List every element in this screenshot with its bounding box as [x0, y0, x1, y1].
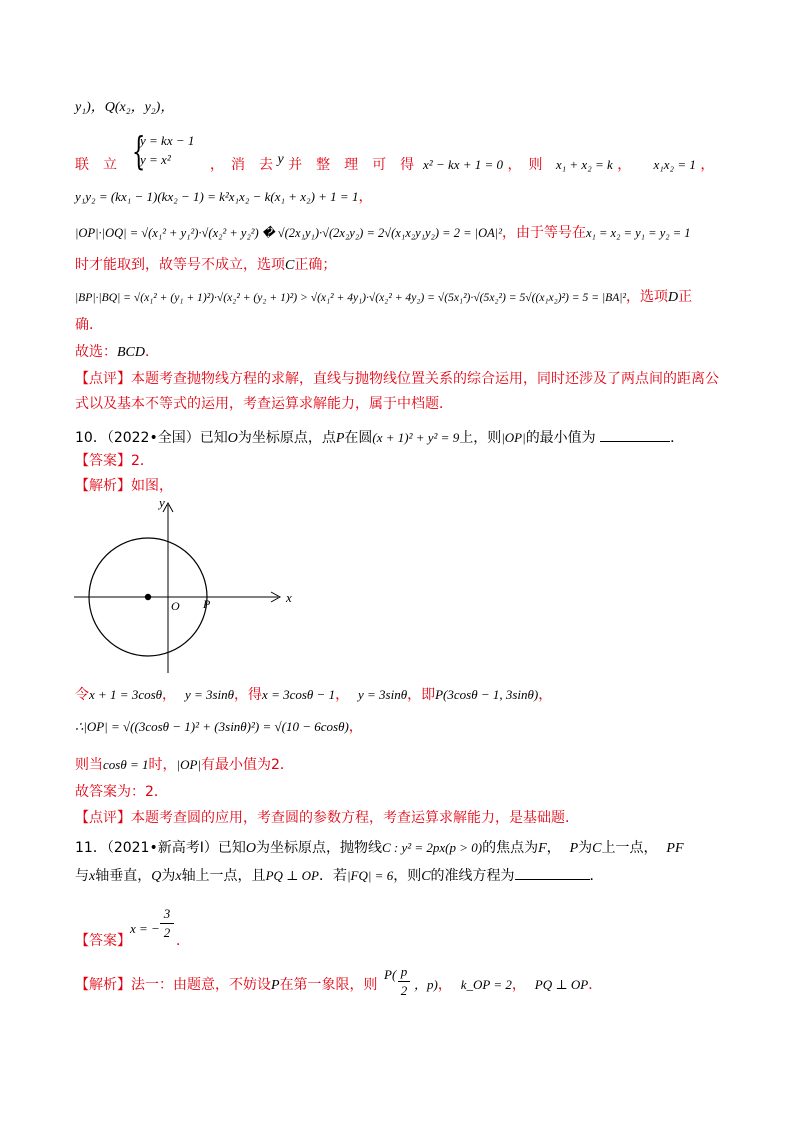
math-var: O	[227, 431, 238, 446]
text-line	[75, 187, 372, 207]
circle-figure	[68, 495, 298, 675]
text: 有最小值为2．	[200, 757, 294, 773]
solution-line: 故答案为：2．	[75, 784, 168, 800]
text-line	[75, 155, 117, 175]
fraction-denominator: 2	[400, 983, 408, 998]
text: 的准线方程为	[430, 868, 515, 884]
answer-blank	[600, 427, 670, 442]
text: ，由于等号在	[501, 225, 586, 241]
text: 轴上一点，且	[181, 868, 266, 884]
text: 时，	[148, 757, 177, 773]
math-expression: |BP|·|BQ| = √(x₁² + (y₁ + 1)²)·√(x₂² + (y₂ + 1)²) > √(x₁² + 4y₁)·√(x₂² + 4y₂) = √(5x₁²)·√(5x₂²) = 5√((x₁x₂)²) = 5 = |BA|²	[75, 291, 626, 304]
math-expression: PQ ⊥ OP	[534, 977, 589, 992]
text-line	[75, 223, 691, 243]
left-brace-icon: {	[132, 129, 146, 173]
math-var: Q	[151, 869, 162, 884]
fraction-denominator: 2	[163, 925, 171, 940]
math-expression: |OP|	[176, 757, 201, 772]
math-expression: cosθ = 1	[103, 757, 149, 772]
text: ，	[700, 157, 715, 173]
text: 正确；	[294, 257, 337, 273]
text: 【答案】	[75, 933, 131, 949]
text: ，	[358, 189, 373, 205]
text: 令	[75, 687, 89, 703]
answer-line	[75, 931, 131, 951]
text: ，	[546, 840, 561, 856]
math-var: D	[667, 290, 679, 305]
math-expression: y₁)，Q(x₂，y₂)，	[75, 100, 175, 115]
text: ．若	[318, 868, 347, 884]
text: ，则	[393, 868, 422, 884]
math-var: BCD	[117, 345, 145, 360]
comment-text: 【点评】本题考查抛物线方程的求解，直线与抛物线位置关系的综合运用，同时还涉及了两点间的距离公	[75, 371, 719, 387]
text: ，	[538, 687, 553, 703]
text: 时才能取到，故等号不成立，选项	[75, 257, 285, 273]
text: 为	[578, 840, 593, 856]
text: ，即	[407, 687, 436, 703]
math-expression: ，p)	[414, 977, 438, 992]
text: 与	[75, 868, 89, 884]
answer-blank	[515, 865, 590, 880]
text-line: 确．	[75, 317, 103, 333]
math-var: P	[271, 978, 280, 993]
math-expression: y₁y₂ = (kx₁ − 1)(kx₂ − 1) = k²x₁x₂ − k(x₁ + x₂) + 1 = 1	[75, 189, 359, 204]
text: ．	[588, 977, 603, 993]
equation-system-row: y = x²	[140, 152, 171, 167]
text: ．	[176, 933, 190, 949]
math-var: C	[421, 869, 431, 884]
math-var: PF	[666, 841, 684, 856]
origin-label: O	[171, 599, 180, 613]
text: ．	[670, 430, 685, 446]
math-var: x	[89, 869, 96, 884]
math-expression: (x + 1)² + y² = 9	[372, 430, 460, 445]
text: ， 消 去	[210, 157, 273, 173]
text: 的焦点为	[482, 840, 539, 856]
text-line	[75, 342, 159, 363]
math-expression: C : y² = 2px(p > 0)	[381, 840, 483, 855]
text: ， 则	[507, 157, 543, 173]
math-expression: x² − kx + 1 = 0	[423, 157, 504, 172]
comment-text: 【点评】本题考查圆的应用，考查圆的参数方程，考查运算求解能力，是基础题．	[75, 810, 579, 826]
text: 在圆	[344, 430, 373, 446]
text-line	[414, 975, 602, 995]
question-10	[75, 427, 684, 449]
text: ，得	[234, 687, 263, 703]
math-var: x	[175, 869, 182, 884]
text-line	[75, 717, 363, 737]
center-point	[145, 594, 151, 600]
math-expression: PQ ⊥ OP	[265, 868, 319, 883]
math-expression: x₁x₂ = 1	[653, 157, 696, 172]
math-expression: |FQ| = 6	[346, 868, 394, 883]
math-var: C	[592, 841, 602, 856]
text: 【解析】法一：由题意，不妨设	[75, 977, 271, 993]
text: 则当	[75, 757, 103, 773]
math-expression: P(	[384, 967, 397, 982]
text: ，	[511, 977, 526, 993]
text-line	[210, 152, 715, 176]
text-line	[75, 755, 294, 775]
math-var: C	[285, 258, 295, 273]
math-var: y	[277, 152, 284, 167]
text: ，	[335, 687, 350, 703]
text-line	[75, 685, 552, 705]
text: 在第一象限，则	[279, 977, 378, 993]
question-11-cont	[75, 865, 604, 887]
text: 正	[678, 289, 693, 305]
text: 的最小值为	[525, 430, 596, 446]
text: 上一点，	[601, 840, 658, 856]
math-var: O	[245, 841, 256, 856]
text: 为坐标原点，点	[237, 430, 336, 446]
text: ，	[617, 157, 632, 173]
math-expression: y = 3sinθ	[184, 687, 235, 702]
text: 11．（2021•新高考Ⅰ）已知	[75, 840, 246, 856]
text: 并 整 理 可 得	[288, 157, 415, 173]
fraction	[398, 964, 410, 999]
text: ，	[348, 719, 363, 735]
text-line	[75, 287, 692, 308]
math-expression: x = −	[130, 921, 160, 936]
fraction-bar	[160, 923, 174, 924]
text: ，选项	[625, 289, 668, 305]
text: ．	[145, 344, 159, 360]
text: 故选：	[75, 344, 117, 360]
text: 联 立	[75, 157, 117, 173]
math-expression: x + 1 = 3cosθ	[89, 687, 163, 702]
text-line	[75, 97, 174, 118]
fraction	[160, 906, 174, 941]
text: 10．（2022•全国）已知	[75, 430, 228, 446]
text: 上，则	[459, 430, 502, 446]
math-expression: |OP|·|OQ| = √(x₁² + y₁²)·√(x₂² + y₂²) � √(2x₁y₁)·√(2x₂y₂) = 2√(x₁x₂y₁y₂) = 2 = |OA|²	[75, 226, 502, 240]
math-expression: P(3cosθ − 1, 3sinθ)	[435, 687, 539, 702]
math-expression: |OP|	[501, 430, 526, 445]
math-expression: x₁ = x₂ = y₁ = y₂ = 1	[585, 226, 691, 240]
math-expression: x₁ + x₂ = k	[555, 157, 613, 172]
equation-system-row: y = kx − 1	[140, 133, 195, 148]
fraction-numerator: 3	[163, 906, 171, 921]
fraction-bar	[398, 981, 410, 982]
math-var: P	[335, 431, 345, 446]
point-p-label: P	[203, 597, 211, 611]
math-var: F	[538, 841, 547, 856]
solution-line	[75, 975, 378, 996]
text: 为坐标原点，抛物线	[255, 840, 382, 856]
math-expression: x = 3cosθ − 1	[262, 687, 336, 702]
question-11	[75, 838, 684, 859]
math-expression: k_OP = 2	[460, 977, 512, 992]
text: ，	[437, 977, 452, 993]
text: 为	[161, 868, 176, 884]
math-expression: ∴|OP| = √((3cosθ − 1)² + (3sinθ)²) = √(10 − 6cosθ)	[75, 719, 349, 734]
solution-line: 【解析】如图，	[75, 478, 173, 494]
math-var: P	[569, 841, 579, 856]
text-line	[75, 255, 336, 276]
comment-text: 式以及基本不等式的运用，考查运算求解能力，属于中档题．	[75, 396, 453, 412]
fraction-numerator: p	[400, 964, 408, 979]
text: ，	[162, 687, 177, 703]
answer-line: 【答案】2．	[75, 453, 154, 469]
text: ．	[589, 868, 604, 884]
text: 轴垂直，	[95, 868, 152, 884]
y-axis-label: y	[159, 495, 165, 510]
math-expression: y = 3sinθ	[357, 687, 408, 702]
x-axis-label: x	[286, 590, 292, 605]
